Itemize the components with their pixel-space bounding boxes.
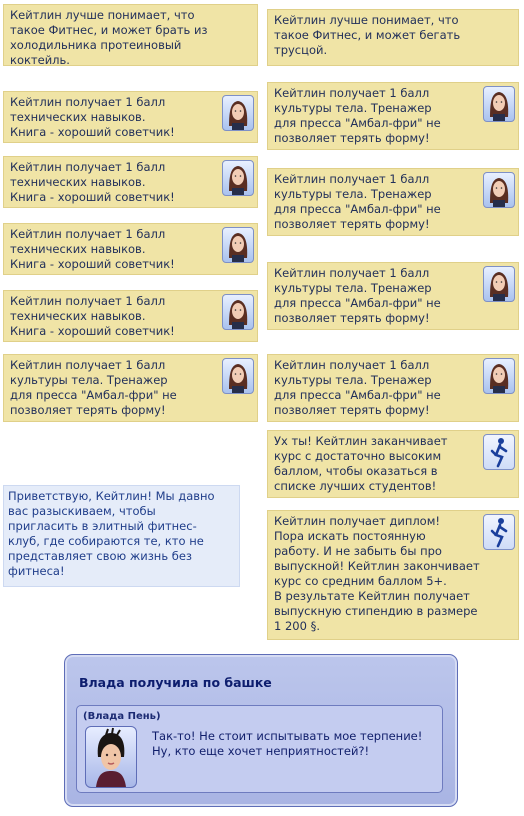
- notification-text: Кейтлин получает 1 балл культуры тела. Тренажер для пресса "Амбал-фри" не позволяет терять форму!: [274, 172, 441, 231]
- notification-technical-skill: [3, 156, 258, 208]
- study-figure-icon[interactable]: [483, 514, 515, 550]
- notification-text: Кейтлин получает 1 балл культуры тела. Тренажер для пресса "Амбал-фри" не позволяет терять форму!: [274, 266, 441, 325]
- sim-portrait-icon[interactable]: [222, 294, 254, 330]
- dialog-speaker-name: (Влада Пень): [83, 711, 161, 722]
- study-figure-icon[interactable]: [483, 434, 515, 470]
- notification-fitness-protein: [3, 4, 258, 66]
- sim-portrait-icon[interactable]: [483, 266, 515, 302]
- notification-body-skill: [267, 262, 519, 330]
- sim-portrait-icon[interactable]: [222, 358, 254, 394]
- notification-body-skill: [267, 354, 519, 422]
- notification-text: Кейтлин получает 1 балл технических навыков. Книга - хороший советчик!: [10, 294, 175, 338]
- notification-body-skill: [267, 168, 519, 236]
- sim-portrait-icon[interactable]: [222, 95, 254, 131]
- dialog-title: Влада получила по башке: [79, 675, 272, 690]
- sim-portrait-icon[interactable]: [222, 227, 254, 263]
- notification-body-skill: [267, 82, 519, 150]
- dialog-speech-panel: [76, 705, 443, 793]
- event-dialog: [64, 654, 458, 807]
- notification-diploma: [267, 510, 519, 640]
- speaker-portrait-icon: [85, 726, 137, 788]
- notification-text: Кейтлин получает 1 балл технических навыков. Книга - хороший советчик!: [10, 160, 175, 204]
- sim-portrait-icon[interactable]: [222, 160, 254, 196]
- sim-portrait-icon[interactable]: [483, 358, 515, 394]
- welcome-message: Приветствую, Кейтлин! Мы давно вас разыскиваем, чтобы пригласить в элитный фитнес- клуб, где собираются те, кто не представляет свою жизнь без фитнеса!: [3, 485, 240, 587]
- notification-honor-roll: [267, 430, 519, 498]
- sim-portrait-icon[interactable]: [483, 172, 515, 208]
- sim-portrait-icon[interactable]: [483, 86, 515, 122]
- notification-technical-skill: [3, 91, 258, 143]
- dialog-speech-text: Так-то! Не стоит испытывать мое терпение! Ну, кто еще хочет неприятностей?!: [152, 729, 423, 758]
- notification-text: Кейтлин получает 1 балл культуры тела. Тренажер для пресса "Амбал-фри" не позволяет терять форму!: [274, 358, 441, 417]
- notification-fitness-jogging: [267, 9, 519, 66]
- notification-technical-skill: [3, 223, 258, 275]
- notification-text: Кейтлин получает 1 балл культуры тела. Тренажер для пресса "Амбал-фри" не позволяет терять форму!: [274, 86, 441, 145]
- notification-technical-skill: [3, 290, 258, 342]
- notification-text: Кейтлин получает 1 балл культуры тела. Тренажер для пресса "Амбал-фри" не позволяет терять форму!: [10, 358, 177, 417]
- notification-text: Кейтлин лучше понимает, что такое Фитнес, и может брать из холодильника протеиновый коктейль.: [10, 8, 208, 67]
- notification-text: Кейтлин лучше понимает, что такое Фитнес, и может бегать трусцой.: [274, 13, 461, 57]
- notification-text: Ух ты! Кейтлин заканчивает курс с достаточно высоким баллом, чтобы оказаться в списке лучших студентов!: [274, 434, 448, 493]
- notification-text: Кейтлин получает 1 балл технических навыков. Книга - хороший советчик!: [10, 227, 175, 271]
- notification-body-skill: [3, 354, 258, 422]
- notification-text: Кейтлин получает 1 балл технических навыков. Книга - хороший советчик!: [10, 95, 175, 139]
- notification-text: Кейтлин получает диплом! Пора искать постоянную работу. И не забыть бы про выпускной! Кейтлин закончивает курс со средним баллом 5+. В результате Кейтлин получает выпускную стипендию в размере 1 200 §.: [274, 514, 480, 633]
